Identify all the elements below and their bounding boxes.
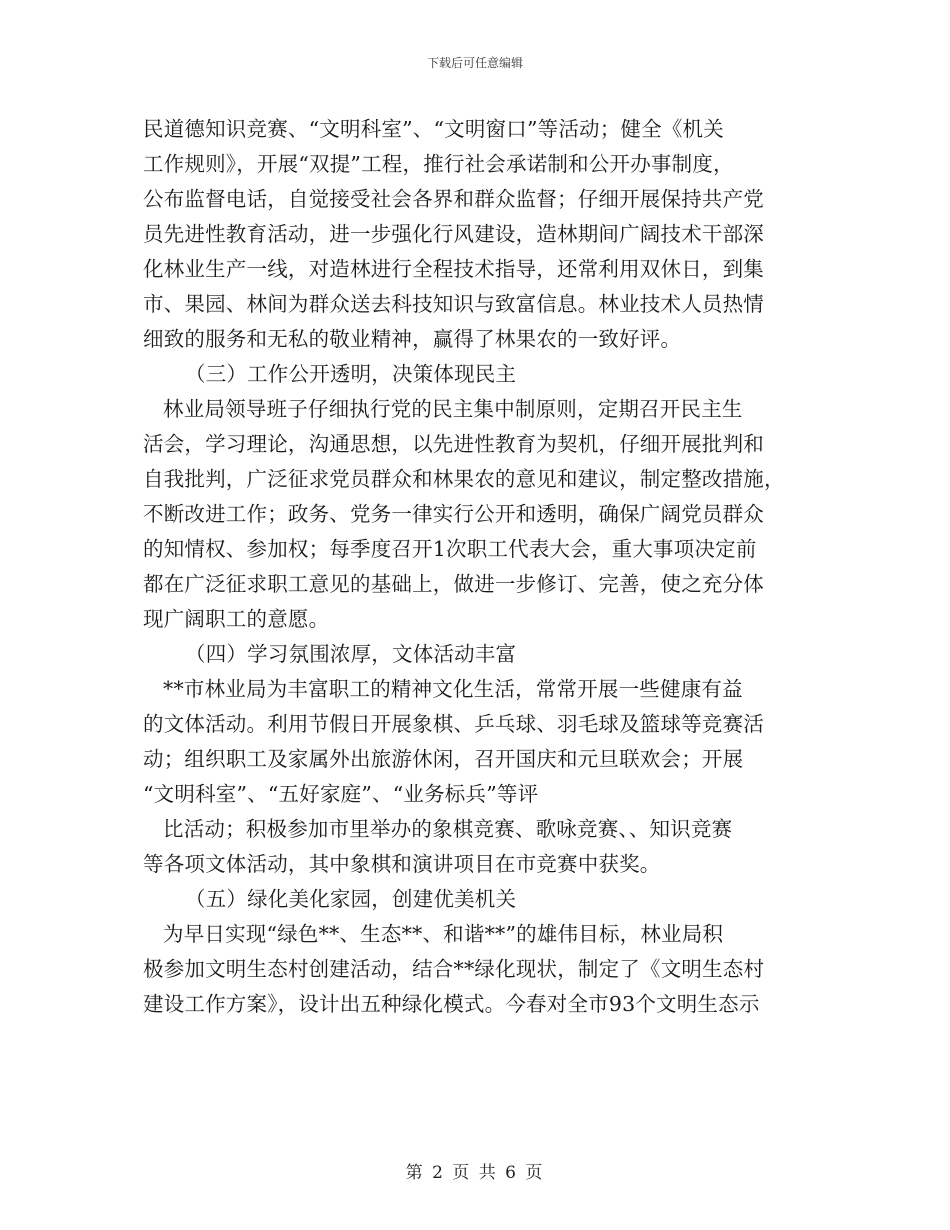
paragraph-line: 工作规则》，开展“双提”工程，推行社会承诺制和公开办事制度， — [143, 152, 734, 176]
paragraph-line: 民道德知识竞赛、“文明科室”、“文明窗口”等活动；健全《机关 — [143, 117, 724, 141]
section-heading: （三）工作公开透明，决策体现民主 — [185, 362, 517, 386]
paragraph-line: 动；组织职工及家属外出旅游休闲，召开国庆和元旦联欢会；开展 — [143, 747, 744, 771]
paragraph-line: “文明科室”、“五好家庭”、“业务标兵”等评 — [143, 782, 539, 806]
paragraph-line: 极参加文明生态村创建活动，结合**绿化现状，制定了《文明生态村 — [143, 957, 765, 981]
paragraph-line: 化林业生产一线，对造林进行全程技术指导，还常利用双休日，到集 — [143, 257, 764, 281]
page-footer: 第 2 页 共 6 页 — [405, 1163, 545, 1183]
paragraph-line: 为早日实现“绿色**、生态**、和谐**”的雄伟目标，林业局积 — [163, 922, 724, 946]
section-heading: （五）绿化美化家园，创建优美机关 — [185, 887, 517, 911]
paragraph-line: 建设工作方案》，设计出五种绿化模式。今春对全市93个文明生态示 — [143, 992, 760, 1016]
paragraph-line: 现广阔职工的意愿。 — [143, 607, 330, 631]
paragraph-line: 员先进性教育活动，进一步强化行风建设，造林期间广阔技术干部深 — [143, 222, 764, 246]
paragraph-line: 细致的服务和无私的敬业精神，赢得了林果农的一致好评。 — [143, 327, 682, 351]
paragraph-line: 都在广泛征求职工意见的基础上，做进一步修订、完善，使之充分体 — [143, 572, 764, 596]
paragraph-line: 活会，学习理论，沟通思想，以先进性教育为契机，仔细开展批判和 — [143, 432, 764, 456]
paragraph-line: 市、果园、林间为群众送去科技知识与致富信息。林业技术人员热情 — [143, 292, 764, 316]
paragraph-line: 林业局领导班子仔细执行党的民主集中制原则，定期召开民主生 — [163, 397, 743, 421]
paragraph-line: 的知情权、参加权；每季度召开1次职工代表大会，重大事项决定前 — [143, 537, 757, 561]
paragraph-line: **市林业局为丰富职工的精神文化生活，常常开展一些健康有益 — [163, 677, 743, 701]
paragraph-line: 等各项文体活动，其中象棋和演讲项目在市竞赛中获奖。 — [143, 852, 661, 876]
paragraph-line: 公布监督电话，自觉接受社会各界和群众监督；仔细开展保持共产党 — [143, 187, 764, 211]
page-header: 下载后可任意编辑 — [426, 56, 523, 70]
paragraph-line: 比活动；积极参加市里举办的象棋竞赛、歌咏竞赛、、知识竞赛 — [163, 817, 733, 841]
section-heading: （四）学习氛围浓厚，文体活动丰富 — [185, 642, 517, 666]
paragraph-line: 自我批判，广泛征求党员群众和林果农的意见和建议，制定整改措施， — [143, 467, 785, 491]
document-body — [143, 112, 808, 1022]
paragraph-line: 的文体活动。利用节假日开展象棋、乒乓球、羽毛球及篮球等竞赛活 — [143, 712, 764, 736]
paragraph-line: 不断改进工作；政务、党务一律实行公开和透明，确保广阔党员群众 — [143, 502, 764, 526]
